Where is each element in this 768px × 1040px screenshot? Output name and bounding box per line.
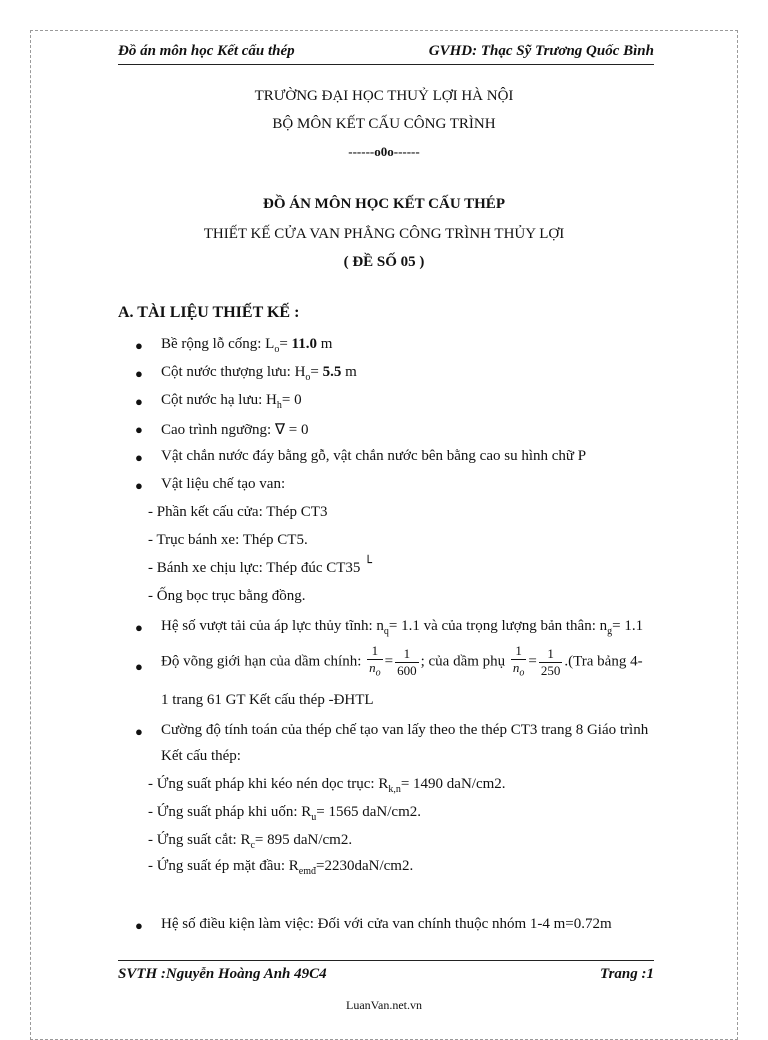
- stress-item: - Ứng suất ép mặt đầu: $R_{emđ}=2230daN/cm2$.: [148, 858, 414, 877]
- bullet-dot: ●: [135, 659, 143, 674]
- list-item-continuation: Kết cấu thép:: [161, 748, 241, 764]
- footer-page: Trang :1: [599, 966, 654, 982]
- bullet-dot: ●: [135, 422, 143, 437]
- list-item: Hệ số điều kiện làm việc: Đối với cửa van chính thuộc nhóm 1-4 m=0.72m: [161, 916, 612, 932]
- project-title: ĐỒ ÁN MÔN HỌC KẾT CẤU THÉP: [263, 196, 505, 212]
- project-subtitle: THIẾT KẾ CỬA VAN PHẲNG CÔNG TRÌNH THỦY LỢI: [203, 226, 565, 242]
- list-item: Cường độ tính toán của thép chế tạo van lấy theo the thép CT3 trang 8 Giáo trình: [161, 722, 649, 738]
- header-course: Đồ án môn học Kết cấu thép: [118, 43, 295, 59]
- material-item: - Ống bọc trục bằng đồng.: [148, 588, 306, 604]
- bullet-dot: ●: [135, 918, 143, 933]
- footer-student: SVTH :Nguyễn Hoàng Anh 49C4: [118, 966, 327, 982]
- list-item: Vật chắn nước đáy bằng gỗ, vật chắn nước bên bằng cao su hình chữ P: [161, 448, 587, 464]
- list-item: Độ võng giới hạn của dầm chính: $\frac{1}{n_o}$ = $\frac{1}{600}$ ; của dầm phụ $\frac{1}{n_o}$ = $\frac{1}{250}$ .(Tra bảng 4-: [161, 643, 643, 682]
- bullet-dot: ●: [135, 450, 143, 465]
- fraction: $\frac{1}{250}$: [540, 645, 561, 678]
- university-name: TRƯỜNG ĐẠI HỌC THUỶ LỢI HÀ NỘI: [254, 88, 514, 104]
- list-item: Cột nước hạ lưu: $H_h= 0$: [161, 392, 302, 411]
- list-item: Cao trình ngưỡng: ∇ = 0: [161, 422, 309, 438]
- material-item: - Trục bánh xe: Thép CT5.: [148, 532, 308, 548]
- list-item: Hệ số vượt tải của áp lực thủy tĩnh: $n_q= 1.1$ và của trọng lượng bản thân: $n_g= 1.1$: [161, 618, 644, 637]
- header-instructor: GVHD: Thạc Sỹ Trương Quốc Bình: [428, 43, 654, 59]
- page-border: [30, 30, 738, 1040]
- list-item: Cột nước thượng lưu: $H_o= 5.5$ m: [161, 364, 357, 383]
- bullet-dot: ●: [135, 338, 143, 353]
- watermark: LuanVan.net.vn: [346, 998, 422, 1012]
- stress-item: - Ứng suất pháp khi kéo nén dọc trục: $R_{k,n}= 1490$ daN/cm2.: [148, 776, 506, 795]
- bullet-dot: ●: [135, 394, 143, 409]
- fraction: $\frac{1}{n_o}$: [369, 643, 381, 679]
- list-item-continuation: 1 trang 61 GT Kết cấu thép -ĐHTL: [161, 692, 374, 708]
- page-footer: [118, 960, 654, 991]
- fraction: $\frac{1}{600}$: [397, 645, 417, 678]
- exam-number: ( ĐỀ SỐ 05 ): [343, 254, 425, 270]
- fraction: $\frac{1}{n_o}$: [512, 643, 525, 679]
- department-name: BỘ MÔN KẾT CẤU CÔNG TRÌNH: [272, 116, 496, 132]
- title-separator: ------o0o------: [348, 144, 420, 159]
- page-header: [118, 40, 654, 65]
- material-item: - Phần kết cấu cửa: Thép CT3: [148, 504, 328, 520]
- section-title: A. TÀI LIỆU THIẾT KẾ :: [118, 304, 300, 321]
- stress-item: - Ứng suất cắt: $R_c= 895$ daN/cm2.: [148, 832, 353, 851]
- bullet-dot: ●: [135, 478, 143, 493]
- list-item: Vật liệu chế tạo van:: [161, 476, 286, 492]
- bullet-dot: ●: [135, 724, 143, 739]
- list-item: Bề rộng lỗ cống: $L_o= 11.0$ m: [161, 336, 333, 355]
- bullet-dot: ●: [135, 366, 143, 381]
- stress-item: - Ứng suất pháp khi uốn: $R_u= 1565$ daN/cm2.: [148, 804, 421, 823]
- material-item: - Bánh xe chịu lực: Thép đúc CT35 └: [148, 556, 372, 576]
- corner-mark: └: [364, 556, 372, 571]
- bullet-dot: ●: [135, 620, 143, 635]
